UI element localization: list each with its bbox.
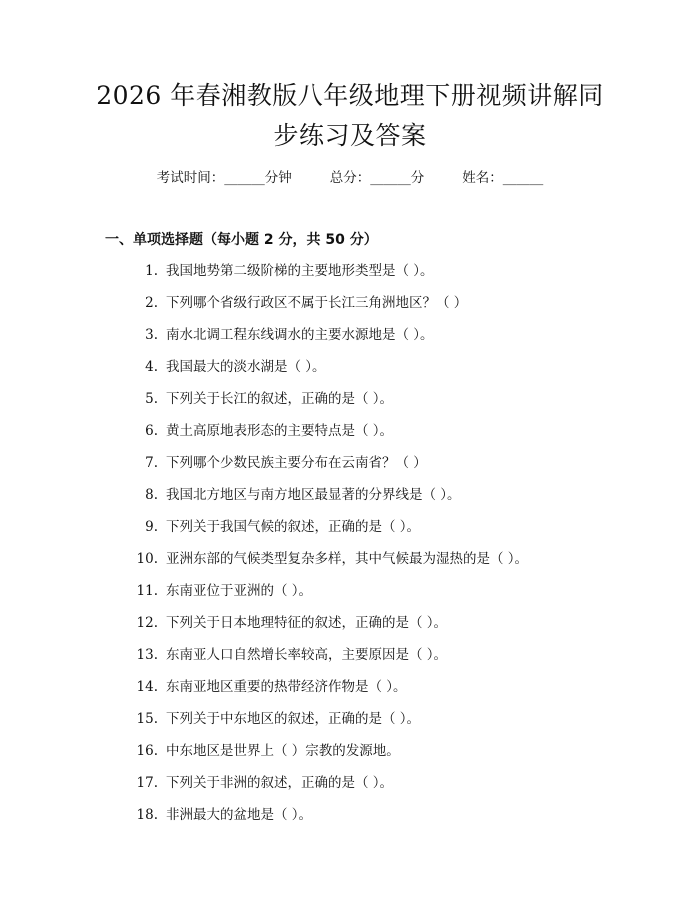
name-blank: ______ xyxy=(502,170,544,186)
total-score-label: 总分： xyxy=(329,170,371,186)
question-item xyxy=(128,549,528,569)
question-item xyxy=(128,581,312,601)
exam-time-label: 考试时间： xyxy=(156,170,225,186)
question-number: 5. xyxy=(145,391,158,407)
name-label: 姓名： xyxy=(462,170,503,186)
question-number: 18. xyxy=(136,807,158,823)
exam-time-unit: 分钟 xyxy=(264,170,292,186)
question-text: 下列哪个少数民族主要分布在云南省？（ ） xyxy=(166,455,427,471)
question-number: 8. xyxy=(145,487,158,503)
question-text: 非洲最大的盆地是（ ）。 xyxy=(166,807,313,823)
exam-info-line xyxy=(0,168,700,188)
question-text: 中东地区是世界上（ ）宗教的发源地。 xyxy=(166,743,400,759)
question-item xyxy=(128,517,420,537)
total-score-blank: ______ xyxy=(370,170,411,186)
question-number: 14. xyxy=(136,679,158,695)
question-text: 亚洲东部的气候类型复杂多样，其中气候最为湿热的是（ ）。 xyxy=(166,551,529,567)
question-item xyxy=(128,357,326,377)
question-number: 11. xyxy=(136,583,158,599)
question-text: 下列关于日本地理特征的叙述，正确的是（ ）。 xyxy=(166,615,448,631)
question-number: 3. xyxy=(145,327,158,343)
question-text: 我国最大的淡水湖是（ ）。 xyxy=(166,359,326,375)
question-item xyxy=(128,485,461,505)
question-item xyxy=(128,613,447,633)
question-number: 9. xyxy=(145,519,158,535)
question-number: 6. xyxy=(145,423,158,439)
question-number: 1. xyxy=(145,263,158,279)
question-item xyxy=(128,453,427,473)
exam-time-blank: ______ xyxy=(224,170,265,186)
question-item xyxy=(128,805,312,825)
question-item xyxy=(128,261,434,281)
section-heading: 一、单项选择题（每小题 2 分，共 50 分） xyxy=(105,232,378,248)
document-title-line-2: 步练习及答案 xyxy=(273,121,427,150)
question-text: 下列关于中东地区的叙述，正确的是（ ）。 xyxy=(166,711,421,727)
question-number: 16. xyxy=(136,743,158,759)
question-text: 我国北方地区与南方地区最显著的分界线是（ ）。 xyxy=(166,487,461,503)
question-text: 南水北调工程东线调水的主要水源地是（ ）。 xyxy=(166,327,434,343)
total-score-unit: 分 xyxy=(410,170,425,186)
question-item xyxy=(128,325,434,345)
question-text: 东南亚地区重要的热带经济作物是（ ）。 xyxy=(166,679,407,695)
question-number: 13. xyxy=(136,647,158,663)
question-item xyxy=(128,709,420,729)
document-title-line-1: 2026 年春湘教版八年级地理下册视频讲解同 xyxy=(96,81,604,110)
question-text: 东南亚位于亚洲的（ ）。 xyxy=(166,583,313,599)
question-text: 下列关于长江的叙述，正确的是（ ）。 xyxy=(166,391,394,407)
question-number: 12. xyxy=(136,615,158,631)
question-text: 我国地势第二级阶梯的主要地形类型是（ ）。 xyxy=(166,263,434,279)
question-text: 东南亚人口自然增长率较高，主要原因是（ ）。 xyxy=(166,647,448,663)
question-number: 10. xyxy=(136,551,158,567)
question-text: 下列关于我国气候的叙述，正确的是（ ）。 xyxy=(166,519,421,535)
question-item xyxy=(128,389,393,409)
question-item xyxy=(128,645,447,665)
question-item xyxy=(128,741,400,761)
question-number: 7. xyxy=(145,455,158,471)
question-text: 下列哪个省级行政区不属于长江三角洲地区？（ ） xyxy=(166,295,468,311)
question-text: 黄土高原地表形态的主要特点是（ ）。 xyxy=(166,423,394,439)
question-number: 17. xyxy=(136,775,158,791)
question-text: 下列关于非洲的叙述，正确的是（ ）。 xyxy=(166,775,394,791)
question-item xyxy=(128,293,467,313)
question-item xyxy=(128,773,393,793)
question-number: 15. xyxy=(136,711,158,727)
question-item xyxy=(128,677,407,697)
question-item xyxy=(128,421,393,441)
question-number: 2. xyxy=(145,295,158,311)
question-number: 4. xyxy=(145,359,158,375)
